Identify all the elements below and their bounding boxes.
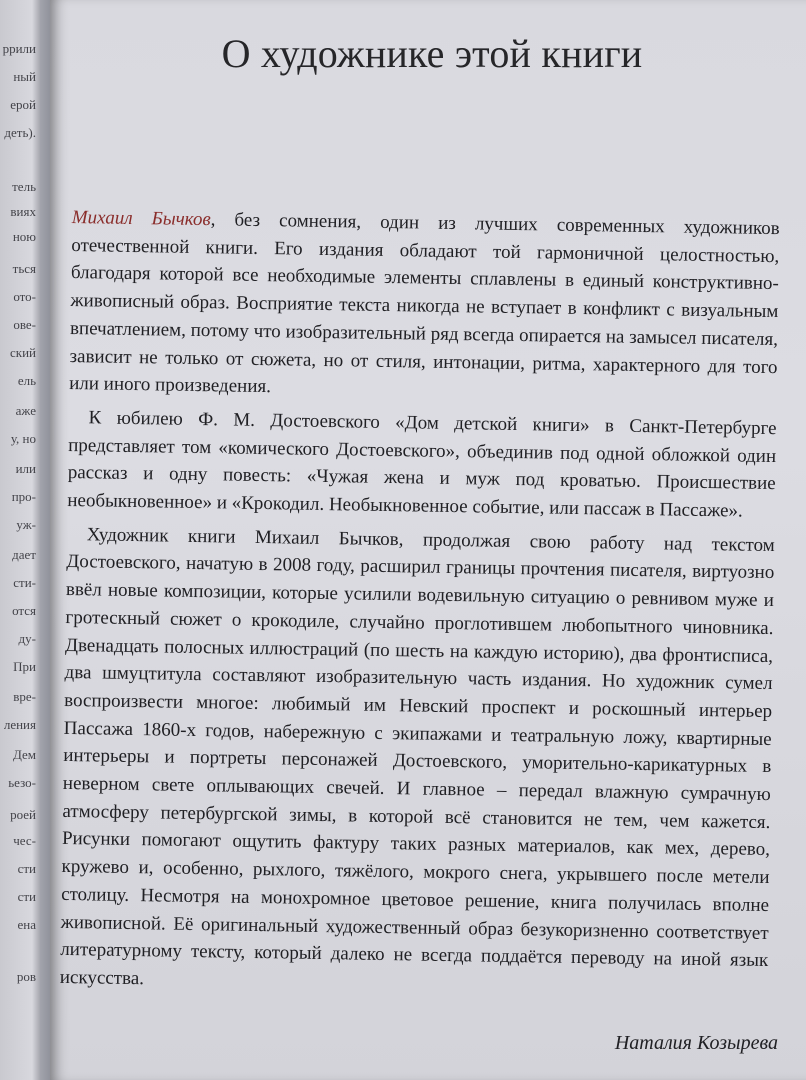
left-page-fragment: тель — [12, 179, 36, 194]
left-page-fragment: у, но — [10, 431, 36, 446]
left-page-fragment: ове- — [13, 317, 36, 332]
left-page-fragment: ский — [10, 345, 36, 360]
article-body — [60, 204, 780, 1009]
left-page-fragment: ров — [16, 969, 36, 984]
paragraph-1 — [69, 204, 780, 409]
left-page-fragment: сти- — [13, 575, 36, 590]
author-signature: Наталия Козырева — [614, 1032, 778, 1054]
left-page-fragment: Дем — [12, 747, 36, 762]
left-page-fragment: ель — [17, 373, 36, 388]
left-page-fragment: ррили — [2, 41, 36, 56]
left-page-fragment: ото- — [13, 289, 36, 304]
left-page-fragment: аже — [15, 403, 36, 418]
paragraph-3: Художник книги Михаил Бычков, продолжая свою работу над текстом Достоевского, начатую в 2008 году, расширил границы прочтения писателя, виртуозно ввёл новые композиции, которые усилили водевильную ситуацию о ревнивом муже и гротескный сюжет о крокодиле, случайно проглотившем любопытного чиновника. Двенадцать полосных иллюстраций (по шесть на каждую историю), два фронтисписа, два шмуцтитула составляют изобразительную часть издания. Но художник сумел воспроизвести многое: любимый им Невский проспект и роскошный интерьер Пассажа 1860-х годов, набережную с экипажами и театральную ложу, квартирные интерьеры и портреты персонажей Достоевского, уморительно-карикатурных в неверном свете оплывающих свечей. И главное – передал влажную сумрачную атмосферу петербургской зимы, в которой всё становится не тем, чем кажется. Рисунки помогают ощутить фактуру таких разных материалов, как мех, дерево, кружево и, особенно, рыхлого, тяжёлого, мокрого снега, укрывшего после метели столицу. Несмотря на монохромное цветовое решение, книга получилась вполне живописной. Её оригинальный художественный образ безукоризненно соответствует литературному тексту, который далеко не всегда поддаётся переводу на иной язык искусства. — [59, 524, 775, 990]
left-page-fragment: дает — [12, 547, 36, 562]
left-page-fragment: отся — [12, 603, 36, 618]
left-page-fragment: уж- — [16, 517, 36, 532]
left-page-fragment: деть). — [4, 125, 36, 140]
left-page-fragment: ьезо- — [8, 775, 36, 790]
page-title: О художнике этой книги — [221, 31, 643, 76]
paragraph-2: К юбилею Ф. М. Достоевского «Дом детской книги» в Санкт-Петербурге представляет том «комического Достоевского», объединив под одной обложкой один рассказ и одну повесть: «Чужая жена и муж под кроватью. Происшествие необыкновенное» и «Крокодил. Необыкновенное событие, или пассаж в Пассаже». — [67, 407, 777, 522]
left-page-fragment: ду- — [18, 631, 36, 646]
left-page-edge — [0, 0, 40, 1080]
left-page-fragment: ена — [17, 917, 36, 932]
left-page-fragment: При — [13, 659, 36, 674]
left-page-fragment: ерой — [10, 97, 36, 112]
paragraph-1-text: , без сомнения, один из лучших современных художников отечественной книги. Его издания обладают той гармоничной целостностью, благодаря которой все необходимые элементы сплавлены в единый конструктивно-живописный образ. Восприятие текста никогда не вступает в конфликт с визуальным впечатлением, потому что изобразительный ряд всегда опирается на замысел писателя, зависит не только от сюжета, но от стиля, интонации, ритма, характерного для того или иного произведения. — [69, 209, 780, 398]
left-page-fragment: вре- — [13, 689, 36, 704]
left-page-fragment: ный — [13, 69, 36, 84]
left-page-fragment: сти — [17, 861, 36, 876]
left-page-fragment: сти — [17, 889, 36, 904]
left-page-fragment: ления — [3, 717, 36, 732]
left-page-fragment: виях — [10, 204, 36, 219]
left-page-text-fragments — [0, 0, 40, 1080]
left-page-fragment: про- — [11, 489, 36, 504]
left-page-fragment: ться — [12, 261, 36, 276]
left-page-fragment: чес- — [13, 833, 36, 848]
left-page-fragment: ною — [12, 229, 36, 244]
left-page-fragment: роей — [10, 807, 36, 822]
right-page — [50, 0, 806, 1080]
left-page-fragment: или — [15, 461, 36, 476]
artist-name: Михаил Бычков — [71, 206, 211, 231]
